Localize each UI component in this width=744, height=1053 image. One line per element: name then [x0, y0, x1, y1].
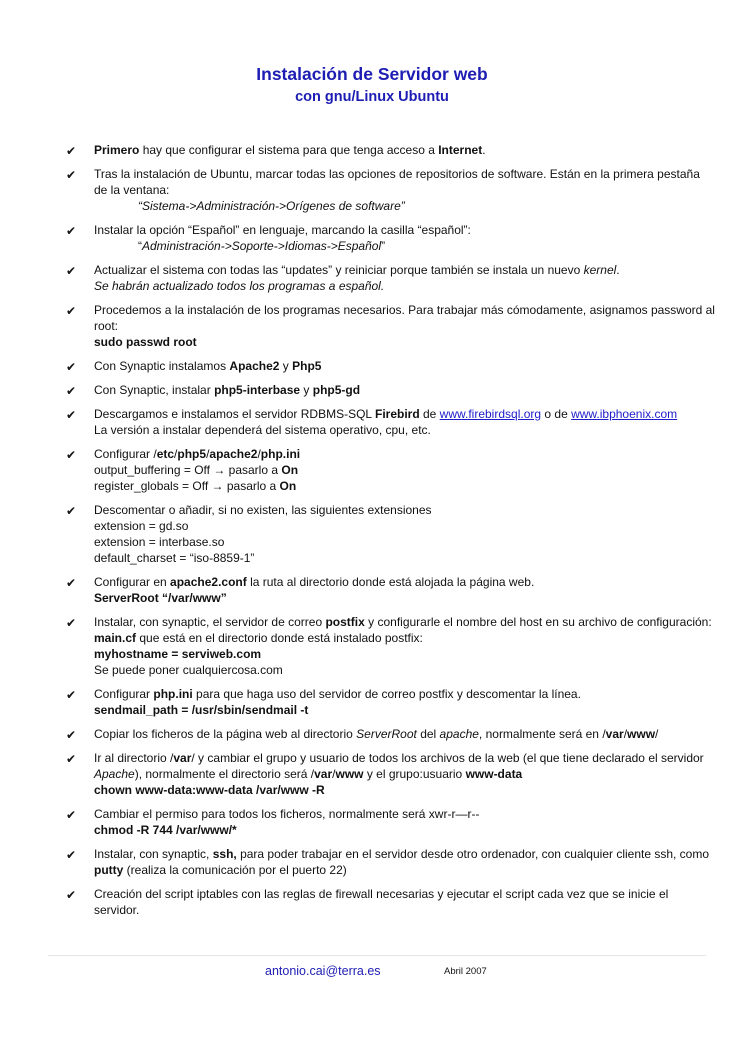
list-item: ✔ Descargamos e instalamos el servidor RDBMS-SQL Firebird de www.firebirdsql.org o de www.ibphoenix.com La versión a instalar dependerá del sistema operativo, cpu, etc. — [66, 407, 678, 437]
list-item: ✔ Instalar, con synaptic, el servidor de correo postfix y configurarle el nombre del host en su archivo de configuración: main.cf que está en el directorio donde está instalado postfix: myhostname = serviweb.com Se puede poner cualquiercosa.com — [66, 615, 712, 677]
document-title: Instalación de Servidor web — [256, 64, 488, 84]
list-item: ✔ Copiar los ficheros de la página web al directorio ServerRoot del apache, normalmente será en /var/www/ — [66, 727, 659, 742]
checkmark-icon: ✔ — [66, 360, 77, 374]
list-item: ✔ Instalar, con synaptic, ssh, para poder trabajar en el servidor desde otro ordenador, con cualquier cliente ssh, como putty (realiza la comunicación por el puerto 22) — [66, 847, 710, 877]
list-item: ✔ Ir al directorio /var/ y cambiar el grupo y usuario de todos los archivos de la web (el que tiene declarado el servidor Apache), normalmente el directorio será /var/www y el grupo:usuario www-data chown www-data:www-data /var/www -R — [66, 751, 704, 797]
list-item: ✔ Instalar la opción “Español” en lenguaje, marcando la casilla “español”: “Administración->Soporte->Idiomas->Español” — [66, 223, 471, 253]
checkmark-icon: ✔ — [66, 448, 77, 462]
list-item: ✔ Descomentar o añadir, si no existen, las siguientes extensiones extension = gd.so extension = interbase.so default_charset = “iso-8859-1” — [66, 503, 432, 565]
list-item: ✔ Actualizar el sistema con todas las “updates” y reiniciar porque también se instala un nuevo kernel. Se habrán actualizado todos los programas a español. — [66, 263, 620, 293]
checkmark-icon: ✔ — [66, 576, 77, 590]
list-item: ✔ Con Synaptic instalamos Apache2 y Php5 — [66, 359, 322, 374]
document-subtitle: con gnu/Linux Ubuntu — [295, 89, 449, 105]
author-email: antonio.cai@terra.es — [265, 964, 381, 978]
list-item: ✔ Cambiar el permiso para todos los ficheros, normalmente será xwr-r—r-- chmod -R 744 /var/www/* — [66, 807, 480, 837]
checkmark-icon: ✔ — [66, 144, 77, 158]
checkmark-icon: ✔ — [66, 504, 77, 518]
footer-divider — [48, 955, 706, 956]
checkmark-icon: ✔ — [66, 728, 77, 742]
checkmark-icon: ✔ — [66, 616, 77, 630]
list-item: ✔ Primero hay que configurar el sistema para que tenga acceso a Internet. — [66, 143, 486, 158]
checkmark-icon: ✔ — [66, 224, 77, 238]
checkmark-icon: ✔ — [66, 808, 77, 822]
checkmark-icon: ✔ — [66, 304, 77, 318]
checkmark-icon: ✔ — [66, 408, 77, 422]
list-item: ✔ Configurar php.ini para que haga uso del servidor de correo postfix y descomentar la línea. sendmail_path = /usr/sbin/sendmail -t — [66, 687, 581, 717]
list-item: ✔ Procedemos a la instalación de los programas necesarios. Para trabajar más cómodamente, asignamos password al root: sudo passwd root — [66, 303, 715, 349]
checkmark-icon: ✔ — [66, 168, 77, 182]
checkmark-icon: ✔ — [66, 848, 77, 862]
list-item: ✔ Configurar en apache2.conf la ruta al directorio donde está alojada la página web. ServerRoot “/var/www” — [66, 575, 535, 605]
checkmark-icon: ✔ — [66, 264, 77, 278]
list-item: ✔ Tras la instalación de Ubuntu, marcar todas las opciones de repositorios de software. Están en la primera pestaña de la ventana: “Sistema->Administración->Orígenes de software” — [66, 167, 700, 213]
checkmark-icon: ✔ — [66, 752, 77, 766]
list-item: ✔ Configurar /etc/php5/apache2/php.ini output_buffering = Off → pasarlo a On register_globals = Off → pasarlo a On — [66, 447, 301, 493]
checkmark-icon: ✔ — [66, 384, 77, 398]
checkmark-icon: ✔ — [66, 888, 77, 902]
checkmark-icon: ✔ — [66, 688, 77, 702]
firebirdsql-link[interactable]: www.firebirdsql.org — [439, 407, 542, 421]
instruction-list — [66, 142, 716, 926]
list-item: ✔ Con Synaptic, instalar php5-interbase y php5-gd — [66, 383, 361, 398]
ibphoenix-link[interactable]: www.ibphoenix.com — [571, 407, 678, 421]
document-date: Abril 2007 — [444, 966, 487, 977]
list-item: ✔ Creación del script iptables con las reglas de firewall necesarias y ejecutar el script cada vez que se inicie el servidor. — [66, 887, 669, 917]
